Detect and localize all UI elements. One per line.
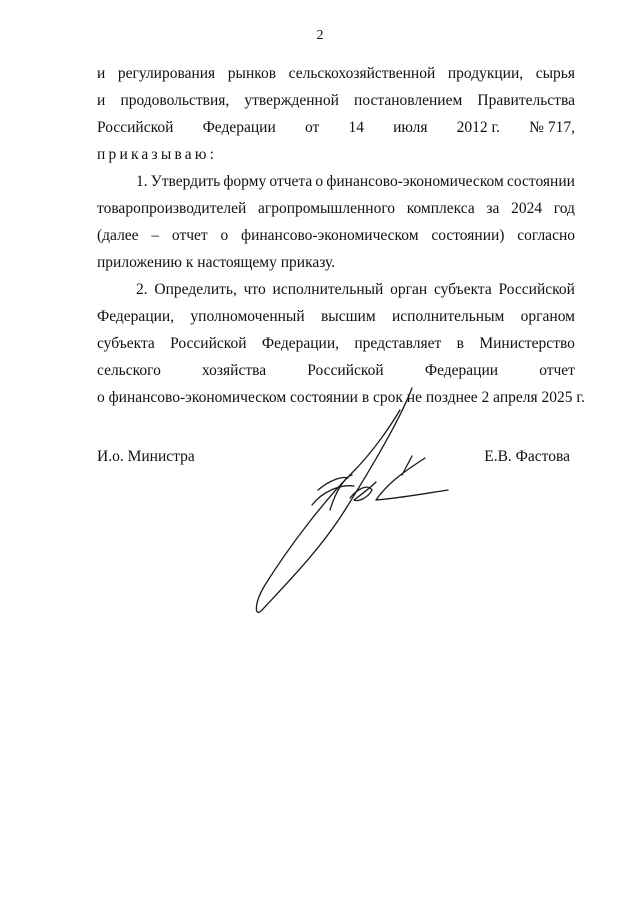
- word: субъекта: [97, 335, 155, 352]
- word: Федерации,: [97, 308, 175, 325]
- word: Министерство: [479, 335, 575, 352]
- word: финансово-экономическом: [241, 227, 419, 244]
- word: отчета: [269, 173, 313, 190]
- word: –: [151, 227, 160, 244]
- intro-line-3: [97, 118, 575, 138]
- word: утвержденной: [244, 92, 339, 109]
- word: органом: [520, 308, 575, 325]
- word: орган: [390, 281, 428, 298]
- word: Российской: [97, 119, 174, 136]
- word: Утвердить: [150, 173, 221, 190]
- word: Федерации: [202, 119, 276, 136]
- word: отчет: [171, 227, 208, 244]
- word: Федерации,: [261, 335, 339, 352]
- intro-line-1: [97, 64, 575, 84]
- word: № 717,: [529, 119, 575, 136]
- word: сельского: [97, 362, 161, 379]
- item1-line-4: приложению к настоящему приказу.: [97, 254, 336, 271]
- item1-line-1: [136, 172, 575, 192]
- word: состоянии): [431, 227, 505, 244]
- word: Российской: [307, 362, 384, 379]
- prikazyvayu: приказываю:: [97, 146, 218, 163]
- word: год: [553, 200, 575, 217]
- word: Правительства: [477, 92, 575, 109]
- word: (далее: [97, 227, 139, 244]
- word: за: [486, 200, 500, 217]
- word: отчет: [539, 362, 575, 379]
- word: представляет: [354, 335, 442, 352]
- word: хозяйства: [202, 362, 267, 379]
- word: и: [97, 92, 106, 109]
- word: 2024: [511, 200, 543, 217]
- word: Определить,: [154, 281, 237, 298]
- signatory-name: Е.В. Фастова: [484, 448, 570, 465]
- item1-line-3: [97, 226, 575, 246]
- word: высшим: [320, 308, 376, 325]
- word: рынков: [227, 65, 277, 82]
- page-number: 2: [316, 28, 324, 43]
- word: и: [97, 65, 106, 82]
- word: 1.: [136, 173, 148, 190]
- word: финансово-экономическом: [326, 173, 504, 190]
- word: 2012 г.: [456, 119, 500, 136]
- word: согласно: [517, 227, 575, 244]
- word: регулирования: [117, 65, 216, 82]
- word: исполнительным: [391, 308, 505, 325]
- word: что: [243, 281, 266, 298]
- intro-line-2: [97, 91, 575, 111]
- word: 14: [348, 119, 364, 136]
- signatory-position: И.о. Министра: [97, 448, 195, 465]
- word: форму: [223, 173, 267, 190]
- word: Российской: [170, 335, 247, 352]
- word: о: [315, 173, 324, 190]
- word: июля: [393, 119, 428, 136]
- word: от: [304, 119, 320, 136]
- word: сельскохозяйственной: [288, 65, 436, 82]
- item1-line-2: [97, 199, 575, 219]
- word: о: [220, 227, 229, 244]
- word: комплекса: [406, 200, 475, 217]
- word: Федерации: [424, 362, 499, 379]
- word: постановлением: [354, 92, 463, 109]
- word: исполнительный: [272, 281, 384, 298]
- word: продовольствия,: [120, 92, 230, 109]
- item2-line-1: [136, 280, 575, 300]
- handwritten-signature-icon: [250, 380, 460, 620]
- item2-line-5: о финансово-экономическом состоянии в срок не позднее 2 апреля 2025 г.: [97, 389, 585, 406]
- word: уполномоченный: [190, 308, 305, 325]
- word: Российской: [498, 281, 575, 298]
- item2-line-3: [97, 334, 575, 354]
- item2-line-4: [97, 361, 575, 381]
- word: в: [456, 335, 464, 352]
- word: агропромышленного: [257, 200, 396, 217]
- word: 2.: [136, 281, 148, 298]
- word: состоянии: [506, 173, 575, 190]
- word: товаропроизводителей: [97, 200, 247, 217]
- item2-line-2: [97, 307, 575, 327]
- word: сырья: [535, 65, 575, 82]
- word: субъекта: [433, 281, 492, 298]
- word: продукции,: [447, 65, 524, 82]
